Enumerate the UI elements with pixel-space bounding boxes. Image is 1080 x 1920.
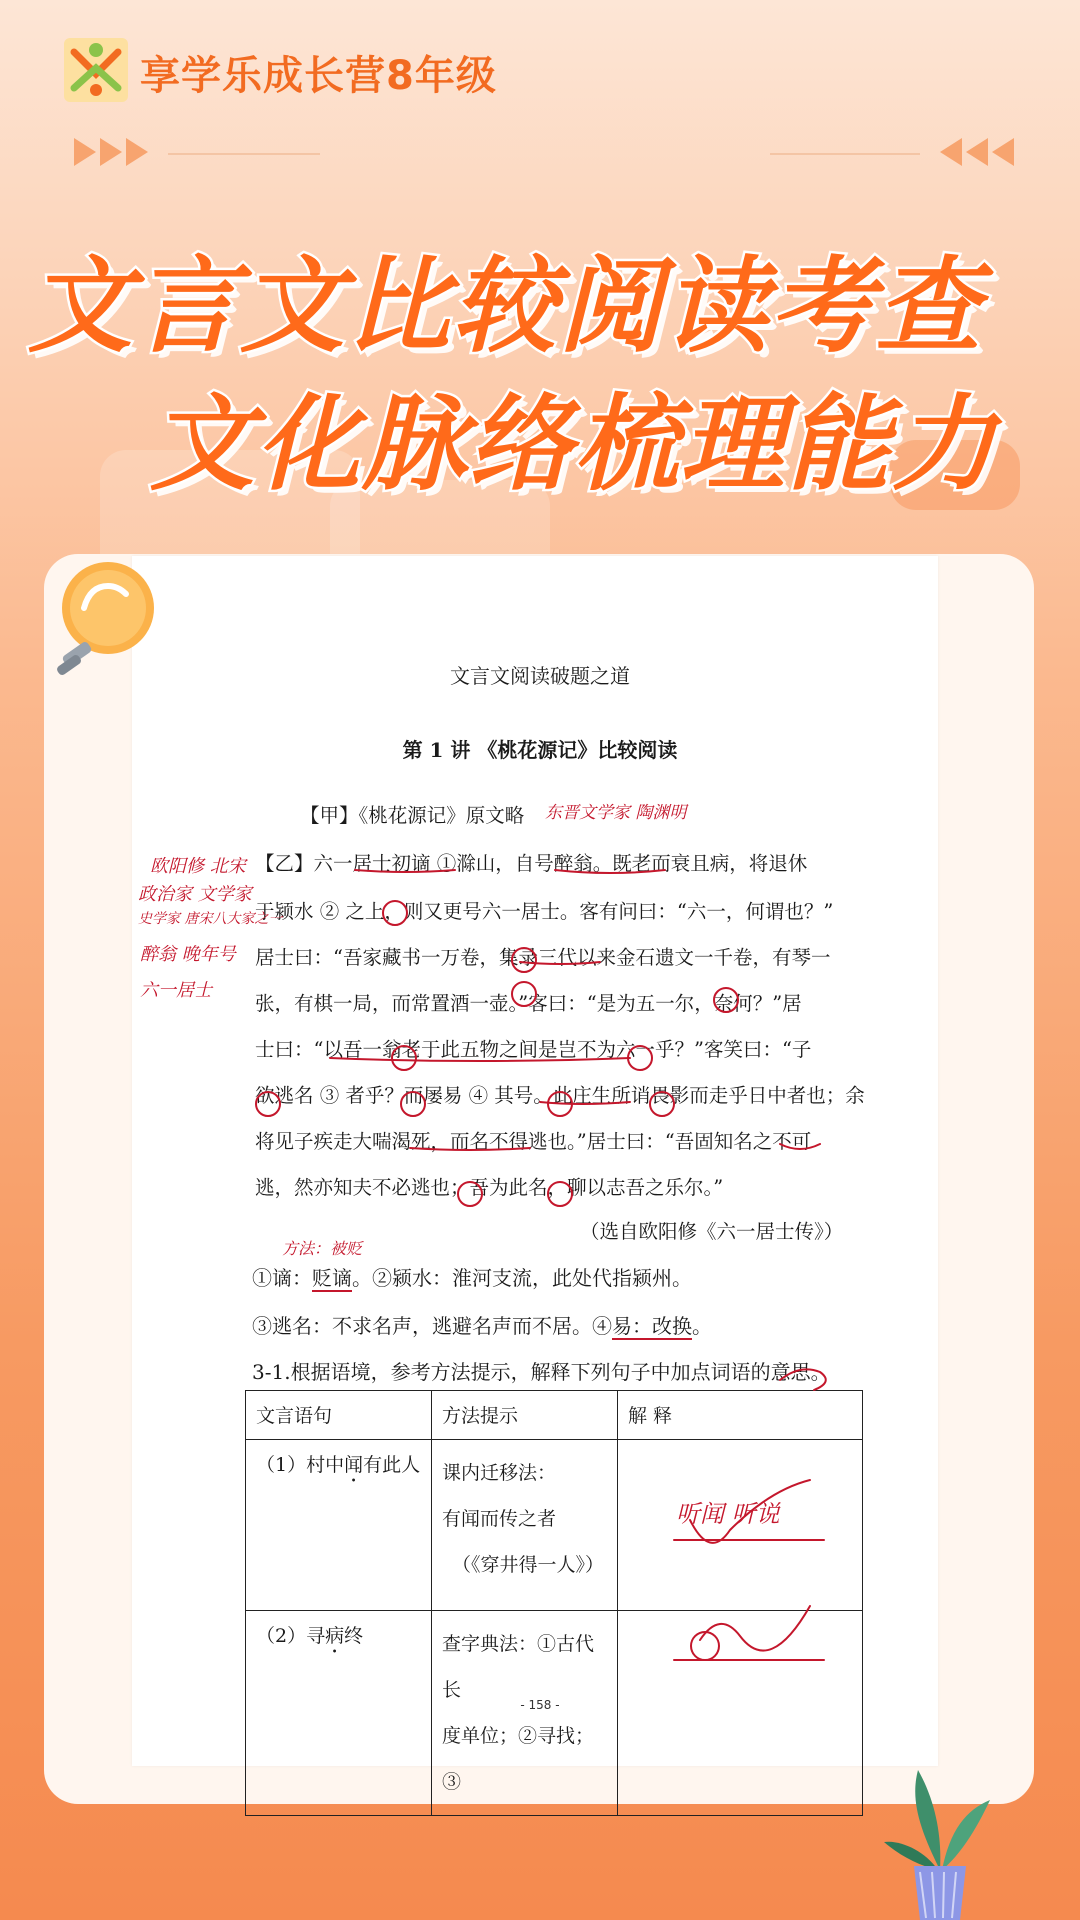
- main-title-line1: 文言文比较阅读考查: [28, 245, 983, 367]
- passage-line: 于颍水 ② 之上，则又更号六一居士。客有问曰：“六一，何谓也？”: [255, 900, 834, 923]
- handwritten-note: 东晋文学家 陶渊明: [545, 803, 687, 823]
- brand-name: 享学乐成长营8年级: [140, 53, 497, 99]
- table-header: 方法提示: [432, 1391, 618, 1440]
- handwritten-note: 六一居士: [140, 980, 212, 1001]
- handwritten-note: 醉翁 晚年号: [140, 944, 236, 965]
- dotted-word: 病: [325, 1625, 345, 1647]
- passage-line: 居士曰：“吾家藏书一万卷，集录三代以来金石遗文一千卷，有琴一: [255, 946, 831, 969]
- hint-line: 度单位；②寻找；③: [442, 1725, 595, 1793]
- hint-line: 课内迁移法：: [442, 1462, 557, 1484]
- hint-line: 查字典法：①古代长: [442, 1633, 595, 1701]
- sentence-text: （1）村中: [256, 1454, 345, 1476]
- book-title: 文言文阅读破题之道: [450, 664, 630, 688]
- hint-line: （《穿井得一人》）: [452, 1554, 605, 1576]
- sentence-text: 有此人: [363, 1454, 421, 1476]
- note-text: ③逃名：不求名声，逃避名声而不居。④: [252, 1314, 612, 1338]
- note-underlined: 贬谪: [312, 1266, 352, 1290]
- passage-line: 【乙】六一居士初谪 ①滁山，自号醉翁。既老而衰且病，将退休: [255, 852, 808, 875]
- passage-source: （选自欧阳修《六一居士传》）: [580, 1220, 844, 1243]
- table-header: 解 释: [618, 1391, 863, 1440]
- passage-line: 士曰：“以吾一翁老于此五物之间是岂不为六一乎？”客笑曰：“子: [255, 1038, 812, 1061]
- hint-line: 有闻而传之者: [442, 1508, 557, 1530]
- note-underlined: 易：改换: [612, 1314, 692, 1338]
- passage-line: 逃，然亦知夫不必逃也；吾为此名，聊以志吾之乐尔。”: [255, 1176, 724, 1199]
- main-title-line2: 文化脉络梳理能力: [150, 383, 999, 505]
- question-prompt: 3-1.根据语境，参考方法提示，解释下列句子中加点词语的意思。: [252, 1360, 831, 1384]
- handwritten-note: 方法：被贬: [282, 1239, 363, 1258]
- passage-line: 将见子疾走大喘渴死，而名不得逃也。”居士曰：“吾固知名之不可: [255, 1130, 812, 1153]
- lesson-title: 第 1 讲 《桃花源记》比较阅读: [402, 738, 678, 762]
- dotted-word: 闻: [344, 1454, 364, 1476]
- note-text: 。: [692, 1314, 712, 1338]
- sentence-text: 终: [344, 1625, 364, 1647]
- note-text: ①谪：: [252, 1266, 312, 1290]
- handwritten-note: 政治家 文学家: [138, 884, 252, 905]
- passage-line: 张，有棋一局，而常置酒一壶。”客曰：“是为五一尔，奈何？”居: [255, 992, 802, 1015]
- passage-line: 欲逃名 ③ 者乎？而屡易 ④ 其号。此庄生所诮畏影而走乎日中者也；余: [255, 1084, 865, 1107]
- handwritten-note: 史学家 唐宋八大家之一: [138, 911, 283, 927]
- handwritten-note: 欧阳修 北宋: [150, 856, 246, 877]
- passage-jia: 【甲】《桃花源记》原文略: [300, 804, 525, 827]
- handwritten-answer: 听闻 听说: [676, 1500, 780, 1528]
- sentence-text: （2）寻: [256, 1625, 326, 1647]
- page-number: - 158 -: [520, 1698, 560, 1712]
- table-header: 文言语句: [246, 1391, 432, 1440]
- note-text: 。②颍水：淮河支流，此处代指颍州。: [352, 1266, 692, 1290]
